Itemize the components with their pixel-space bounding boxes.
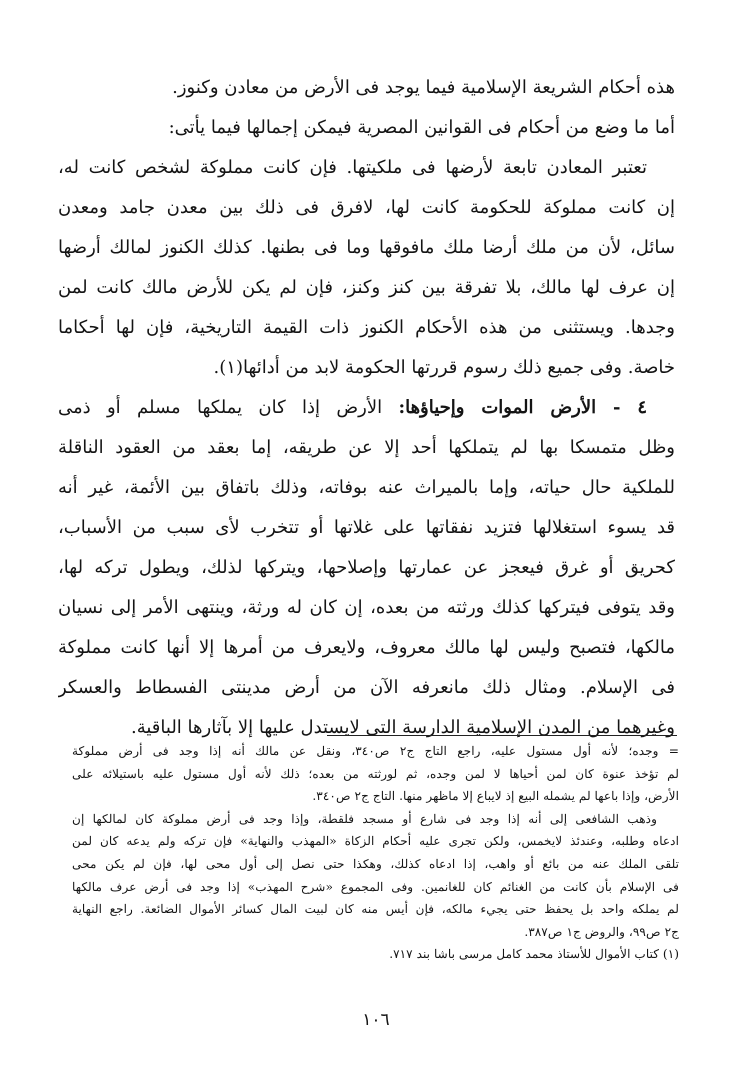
footnote-line: = وجده؛ لأنه أول مستول عليه، راجع التاج ج٢ ص٣٤٠، ونقل عن مالك أنه إذا وجد فى أرض مملوكة	[72, 744, 679, 758]
text-line: إن عرف لها مالك، بلا تفرقة بين كنز وكنز، فإن لم يكن للأرض مالك كانت لمن	[58, 277, 675, 298]
text-line: مالكها، فتصبح وليس لها مالك معروف، ولايعرف من أمرها إلا أنها كانت مملوكة	[58, 637, 675, 658]
text-line: سائل، لأن من ملك أرضا ملك مافوقها وما فى بطنها. كذلك الكنوز لمالك أرضها	[58, 237, 675, 258]
text-line: للملكية حال حياته، وإما بالميراث عنه بوفاته، وذلك باتفاق بين الأئمة، غير أنه	[58, 477, 675, 498]
section-heading-line: ٤ - الأرض الموات وإحياؤها: الأرض إذا كان يملكها مسلم أو ذمى	[58, 397, 647, 418]
footnote-line: ادعاه وطلبه، وعندئذ لايخمس، ولكن تجرى عليه أحكام الزكاة «المهذب والنهاية» فإن تركه ولم يدعه كان لمن	[72, 834, 679, 849]
text-line: وجدها. ويستثنى من هذه الأحكام الكنوز ذات القيمة التاريخية، فإن لها أحكاما	[58, 317, 675, 338]
footnote-line: ج٢ ص٩٩، والروض ج١ ص٣٨٧.	[524, 924, 679, 939]
footnote-line: تلقى الملك عنه من بائع أو واهب، إذا ادعاه كذلك، وهكذا حتى نصل إلى أول محى لها، فإن لم يكن محى	[72, 856, 679, 871]
text-line: وظل متمسكا بها لم يتملكها أحد إلا عن طريقه، إما بعقد من العقود الناقلة	[58, 437, 675, 458]
main-text	[58, 68, 675, 748]
text-line: إن كانت مملوكة للحكومة كانت لها، لافرق فى ذلك بين معدن جامد ومعدن	[58, 197, 675, 218]
section-heading: ٤ - الأرض الموات وإحياؤها:	[398, 397, 647, 418]
footnote-citation: (١) كتاب الأموال للأستاذ محمد كامل مرسى باشا بند ٧١٧.	[389, 947, 679, 962]
text-line: فى الإسلام. ومثال ذلك مانعرفه الآن من أرض مدينتى الفسطاط والعسكر	[58, 677, 675, 698]
text-line: تعتبر المعادن تابعة لأرضها فى ملكيتها. فإن كانت مملوكة لشخص كانت له،	[58, 157, 647, 178]
page-number: ١٠٦	[362, 1010, 390, 1030]
footnote-line: لم تؤخذ عنوة كان لمن أحياها لا لمن وجده، ثم لورثته من بعده؛ ذلك لأنه أول مستول عليه باستيلائه على	[72, 766, 679, 781]
text-line: قد يسوء استغلالها فتزيد نفقاتها على غلاتها أو تتخرب لأى سبب من الأسباب،	[58, 517, 675, 538]
text-line: وغيرهما من المدن الإسلامية الدارسة التى لايستدل عليها إلا بآثارها الباقية.	[131, 717, 675, 738]
footnote-line: الأرض، وإذا باعها لم يشمله البيع إذ لايباع إلا ماظهر منها. التاج ج٢ ص٣٤٠.	[312, 789, 679, 804]
footnote-line: وذهب الشافعى إلى أنه إذا وجد فى شارع أو مسجد فلقطة، وإذا وجد فى أرض مملوكة كان لمالكها إن	[72, 811, 657, 826]
footnotes	[72, 740, 679, 966]
text-line: خاصة. وفى جميع ذلك رسوم قررتها الحكومة لابد من أدائها(١).	[213, 357, 675, 378]
footnote-line: فى الإسلام بأن كانت من الغنائم كان للغانمين. وفى المجموع «شرح المهذب» إذا وجد فى أرض عرف مالكها	[72, 879, 679, 894]
footnote-divider	[327, 735, 677, 736]
text-line: أما ما وضع من أحكام فى القوانين المصرية فيمكن إجمالها فيما يأتى:	[168, 117, 675, 138]
footnote-line: لم يملكه واحد بل يحفظ حتى يجيء مالكه، فإن أيس منه كان لبيت المال كسائر الأموال الضائعة. راجع النهاية	[72, 902, 679, 917]
text-line: كحريق أو غرق فيعجز عن عمارتها وإصلاحها، ويتركها لذلك، ويطول تركه لها،	[58, 557, 675, 578]
text-line: هذه أحكام الشريعة الإسلامية فيما يوجد فى الأرض من معادن وكنوز.	[172, 77, 675, 98]
text-line: وقد يتوفى فيتركها كذلك ورثته من بعده، إن كان له ورثة، وينتهى الأمر إلى نسيان	[58, 597, 675, 618]
